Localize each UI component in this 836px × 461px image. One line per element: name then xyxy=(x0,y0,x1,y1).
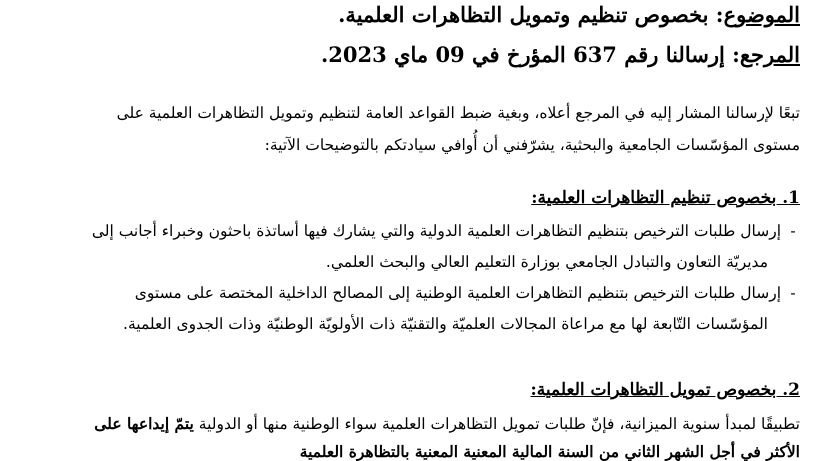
bullet-1-text-1: إرسال طلبات الترخيص بتنظيم التظاهرات العلمية الدولية والتي يشارك فيها أساتذة باحثون وخبراء أجانب إلى xyxy=(91,222,782,240)
bullet-dash: - xyxy=(790,284,796,302)
section-1-title-text: 1. بخصوص تنظيم التظاهرات العلمية: xyxy=(531,188,800,208)
reference-text: : إرسالنا رقم 637 المؤرخ في 09 ماي 2023. xyxy=(320,42,740,67)
reference-label: المرجع xyxy=(739,42,800,67)
subject-text: : بخصوص تنظيم وتمويل التظاهرات العلمية. xyxy=(338,2,724,27)
section-1-title xyxy=(0,188,800,208)
intro-line-2: مستوى المؤسّسات الجامعية والبحثية، يشرّفني أن أُوافي سيادتكم بالتوضيحات الآتية: xyxy=(264,136,800,154)
section-1-bullet-1-line-1 xyxy=(88,222,800,240)
section-1-bullet-2-line-2: المؤسّسات التّابعة لها مع مراعاة المجالات العلميّة والتقنيّة ذات الأولويّة الوطنيّة وذات الجدوى العلمية. xyxy=(123,315,768,333)
document-page xyxy=(36,0,836,461)
section-2-text-bold: يتمّ إيداعها على xyxy=(94,414,194,433)
subject-line xyxy=(0,2,800,27)
bullet-dash: - xyxy=(790,222,796,240)
section-2-line-2: الأكثر في أجل الشهر الثاني من السنة المالية المعنية المعنية بالتظاهرة العلمية xyxy=(299,442,800,461)
intro-line-1: تبعًا لإرسالنا المشار إليه في المرجع أعلاه، وبغية ضبط القواعد العامة لتنظيم وتمويل التظاهرات العلمية على xyxy=(116,104,800,122)
section-2-line-1 xyxy=(88,414,800,433)
subject-label: الموضوع xyxy=(723,2,800,27)
section-1-bullet-1-line-2: مديريّة التعاون والتبادل الجامعي بوزارة التعليم العالي والبحث العلمي. xyxy=(325,253,768,271)
section-2-title xyxy=(0,380,800,400)
bullet-2-text-1: إرسال طلبات الترخيص بتنظيم التظاهرات العلمية الوطنية إلى المصالح الداخلية المختصة على مستوى xyxy=(134,284,782,302)
section-1-bullet-2-line-1 xyxy=(88,284,800,302)
reference-line xyxy=(0,42,800,67)
section-2-text-normal: تطبيقًا لمبدأ سنوية الميزانية، فإنّ طلبات تمويل التظاهرات العلمية سواء الوطنية منها أو الدولية xyxy=(193,415,800,433)
section-2-title-text: 2. بخصوص تمويل التظاهرات العلمية: xyxy=(530,380,800,400)
